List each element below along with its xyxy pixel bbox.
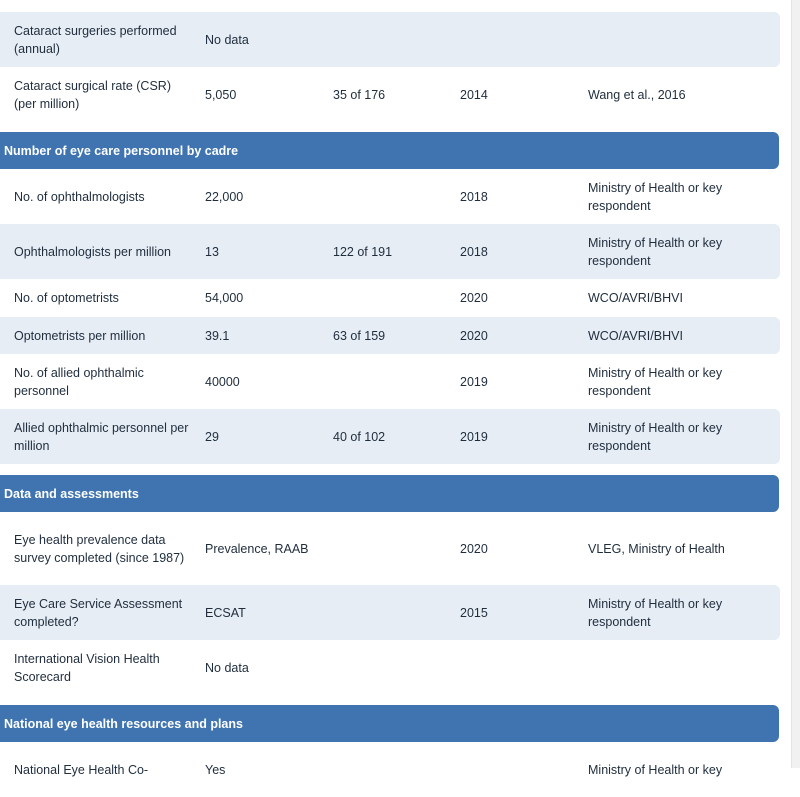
section-header-resources-plans: National eye health resources and plans xyxy=(0,705,779,742)
source-cell: WCO/AVRI/BHVI xyxy=(588,291,683,305)
value-cell: No data xyxy=(205,32,249,47)
indicator-cell: International Vision Health Scorecard xyxy=(14,651,160,684)
table-row xyxy=(0,12,780,67)
year-cell xyxy=(460,742,580,797)
source-cell: Ministry of Health or key xyxy=(588,762,723,777)
year-cell xyxy=(460,12,580,67)
value-cell: ECSAT xyxy=(205,605,246,620)
scrollbar[interactable] xyxy=(791,0,800,768)
value-cell: 54,000 xyxy=(205,291,244,305)
source-cell: Ministry of Health or key respondent xyxy=(588,365,723,398)
source-cell: Ministry of Health or key respondent xyxy=(588,180,723,213)
value-cell: Yes xyxy=(205,762,226,777)
value-cell: 40000 xyxy=(205,374,240,389)
rank-cell: 40 of 102 xyxy=(333,429,386,444)
table-row xyxy=(0,224,780,279)
table-row xyxy=(0,67,780,122)
source-cell: Ministry of Health or key respondent xyxy=(588,596,723,629)
indicator-cell: No. of optometrists xyxy=(14,291,119,305)
year-cell: 2018 xyxy=(460,189,488,204)
value-cell: 29 xyxy=(205,429,219,444)
year-cell: 2019 xyxy=(460,374,488,389)
source-cell: Ministry of Health or key respondent xyxy=(588,420,723,453)
table-row xyxy=(0,585,780,640)
table-row xyxy=(0,409,780,464)
year-cell: 2018 xyxy=(460,244,488,259)
indicator-cell: No. of ophthalmologists xyxy=(14,189,145,204)
rank-cell xyxy=(333,354,453,409)
year-cell xyxy=(460,640,580,695)
table-row xyxy=(0,742,780,797)
rank-cell xyxy=(333,169,453,224)
rank-cell: 122 of 191 xyxy=(333,244,393,259)
rank-cell: 63 of 159 xyxy=(333,328,386,343)
rank-cell: 35 of 176 xyxy=(333,87,386,102)
source-cell xyxy=(588,640,768,695)
source-cell xyxy=(588,12,768,67)
year-cell: 2020 xyxy=(460,541,488,556)
value-cell: No data xyxy=(205,660,249,675)
indicator-cell: National Eye Health Co- xyxy=(14,762,149,777)
table-row xyxy=(0,512,780,585)
year-cell: 2014 xyxy=(460,87,488,102)
value-cell: 5,050 xyxy=(205,87,237,102)
section-header-data-assessments: Data and assessments xyxy=(0,475,779,512)
indicator-cell: No. of allied ophthalmic personnel xyxy=(14,365,144,398)
source-cell: Ministry of Health or key respondent xyxy=(588,235,723,268)
indicator-cell: Allied ophthalmic personnel per million xyxy=(14,420,189,453)
rank-cell xyxy=(333,640,453,695)
indicator-cell: Eye Care Service Assessment completed? xyxy=(14,596,183,629)
table-row xyxy=(0,354,780,409)
table-row xyxy=(0,640,780,695)
section-header-personnel: Number of eye care personnel by cadre xyxy=(0,132,779,169)
table-row xyxy=(0,279,780,317)
indicator-cell: Ophthalmologists per million xyxy=(14,244,172,259)
source-cell: Wang et al., 2016 xyxy=(588,87,686,102)
source-cell: WCO/AVRI/BHVI xyxy=(588,328,683,343)
rank-cell xyxy=(333,12,453,67)
source-cell: VLEG, Ministry of Health xyxy=(588,541,725,556)
rank-cell xyxy=(333,742,453,797)
rank-cell xyxy=(333,512,453,585)
table-row xyxy=(0,169,780,224)
rank-cell xyxy=(333,585,453,640)
value-cell: 13 xyxy=(205,244,219,259)
value-cell: 39.1 xyxy=(205,328,230,343)
year-cell: 2020 xyxy=(460,328,488,343)
table-row xyxy=(0,317,780,354)
indicator-cell: Optometrists per million xyxy=(14,328,146,343)
year-cell: 2015 xyxy=(460,605,488,620)
value-cell: Prevalence, RAAB xyxy=(205,541,309,556)
rank-cell xyxy=(333,279,453,317)
indicator-cell: Cataract surgical rate (CSR) (per million) xyxy=(14,78,171,111)
year-cell: 2019 xyxy=(460,429,488,444)
indicator-cell: Eye health prevalence data survey completed (since 1987) xyxy=(14,532,185,565)
indicator-cell: Cataract surgeries performed (annual) xyxy=(14,23,177,56)
value-cell: 22,000 xyxy=(205,189,244,204)
year-cell: 2020 xyxy=(460,291,488,305)
